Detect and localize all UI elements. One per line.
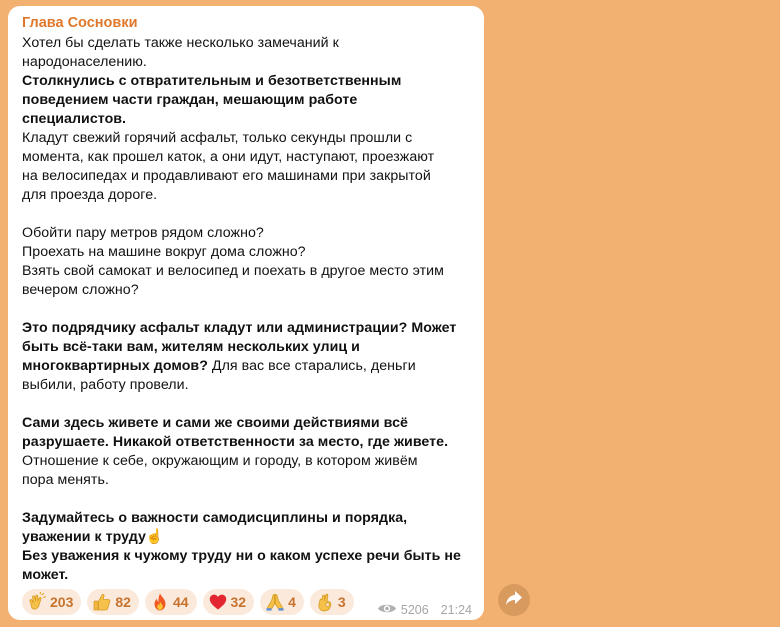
message-line [22,186,472,205]
red-heart-icon [208,592,228,612]
folded-hands-icon [265,592,285,612]
fire-icon [150,592,170,612]
message-meta [377,602,472,618]
reaction-count: 44 [172,594,189,610]
message-line [22,566,472,585]
plain-text: вечером сложно? [22,282,139,298]
bold-text: разрушаете. Никакой ответственности за место, где живете. [22,434,449,450]
message-line [22,376,472,395]
bold-text: поведением части граждан, мешающим работе [22,92,358,108]
message-line [22,547,472,566]
message-time: 21:24 [440,603,472,617]
message-bubble [8,6,484,620]
paragraph-gap [22,490,472,509]
reaction-chip[interactable] [145,589,197,615]
message-line [22,281,472,300]
message-line [22,357,472,376]
message-line [22,91,472,110]
bold-text: может. [22,567,69,583]
reaction-count: 203 [50,594,74,610]
message-line [22,72,472,91]
bold-text: Без уважения к чужому труду ни о каком успехе речи быть не [22,548,461,564]
bold-text: Сами здесь живете и сами же своими действиями всё [22,415,408,431]
plain-text: пора менять. [22,472,109,488]
reaction-count: 4 [288,594,296,610]
plain-text: Обойти пару метров рядом сложно? [22,225,264,241]
ok-hand-icon [315,592,335,612]
plain-text: Кладут свежий горячий асфальт, только секунды прошли с [22,130,413,146]
reaction-count: 32 [230,594,247,610]
plain-text: для проезда дороге. [22,187,158,203]
message-line [22,528,472,547]
plain-text: Отношение к себе, окружающим и городу, в котором живём [22,453,418,469]
message-line [22,262,472,281]
bold-text: быть всё-таки вам, жителям нескольких улиц и [22,339,360,355]
message-line [22,224,472,243]
message-line [22,167,472,186]
reaction-chip[interactable] [22,589,81,615]
share-button[interactable] [498,584,530,616]
plain-text: Хотел бы сделать также несколько замечаний к [22,35,339,51]
plain-text: выбили, работу провели. [22,377,189,393]
message-line [22,509,472,528]
share-arrow-icon [505,590,523,611]
bold-text: Задумайтесь о важности самодисциплины и порядка, [22,510,408,526]
message-line [22,53,472,72]
paragraph-gap [22,205,472,224]
message-line [22,110,472,129]
plain-text: Взять свой самокат и велосипед и поехать в другое место этим [22,263,444,279]
plain-text: Проехать на машине вокруг дома сложно? [22,244,306,260]
message-line [22,319,472,338]
plain-text: Для вас все старались, деньги [207,358,416,374]
message-text [22,34,472,585]
bold-text: Столкнулись с отвратительным и безответственным [22,73,402,89]
message-line [22,433,472,452]
message-line [22,129,472,148]
reaction-chip[interactable] [87,589,139,615]
bold-text: многоквартирных домов? [22,358,208,374]
paragraph-gap [22,300,472,319]
message-line [22,414,472,433]
reaction-count: 82 [115,594,131,610]
plain-text: момента, как прошел каток, а они идут, наступают, проезжают [22,149,435,165]
view-count: 5206 [400,603,429,617]
reaction-chip[interactable] [310,589,354,615]
author-name[interactable]: Глава Сосновки [22,15,138,31]
message-line [22,243,472,262]
bold-text: уважении к труду☝️ [22,529,164,545]
message-line [22,471,472,490]
eye-icon [377,602,397,618]
plain-text: народонаселению. [22,54,147,70]
reactions-bar [22,589,354,615]
paragraph-gap [22,395,472,414]
message-line [22,34,472,53]
reaction-chip[interactable] [260,589,304,615]
reaction-count: 3 [337,594,346,610]
message-line [22,338,472,357]
thumbs-up-icon [92,592,112,612]
bold-text: Это подрядчику асфальт кладут или администрации? Может [22,320,457,336]
message-line [22,452,472,471]
reaction-chip[interactable] [203,589,255,615]
clapping-hands-icon [27,592,47,612]
plain-text: на велосипедах и продавливают его машинами при закрытой [22,168,431,184]
message-line [22,148,472,167]
bold-text: специалистов. [22,111,127,127]
